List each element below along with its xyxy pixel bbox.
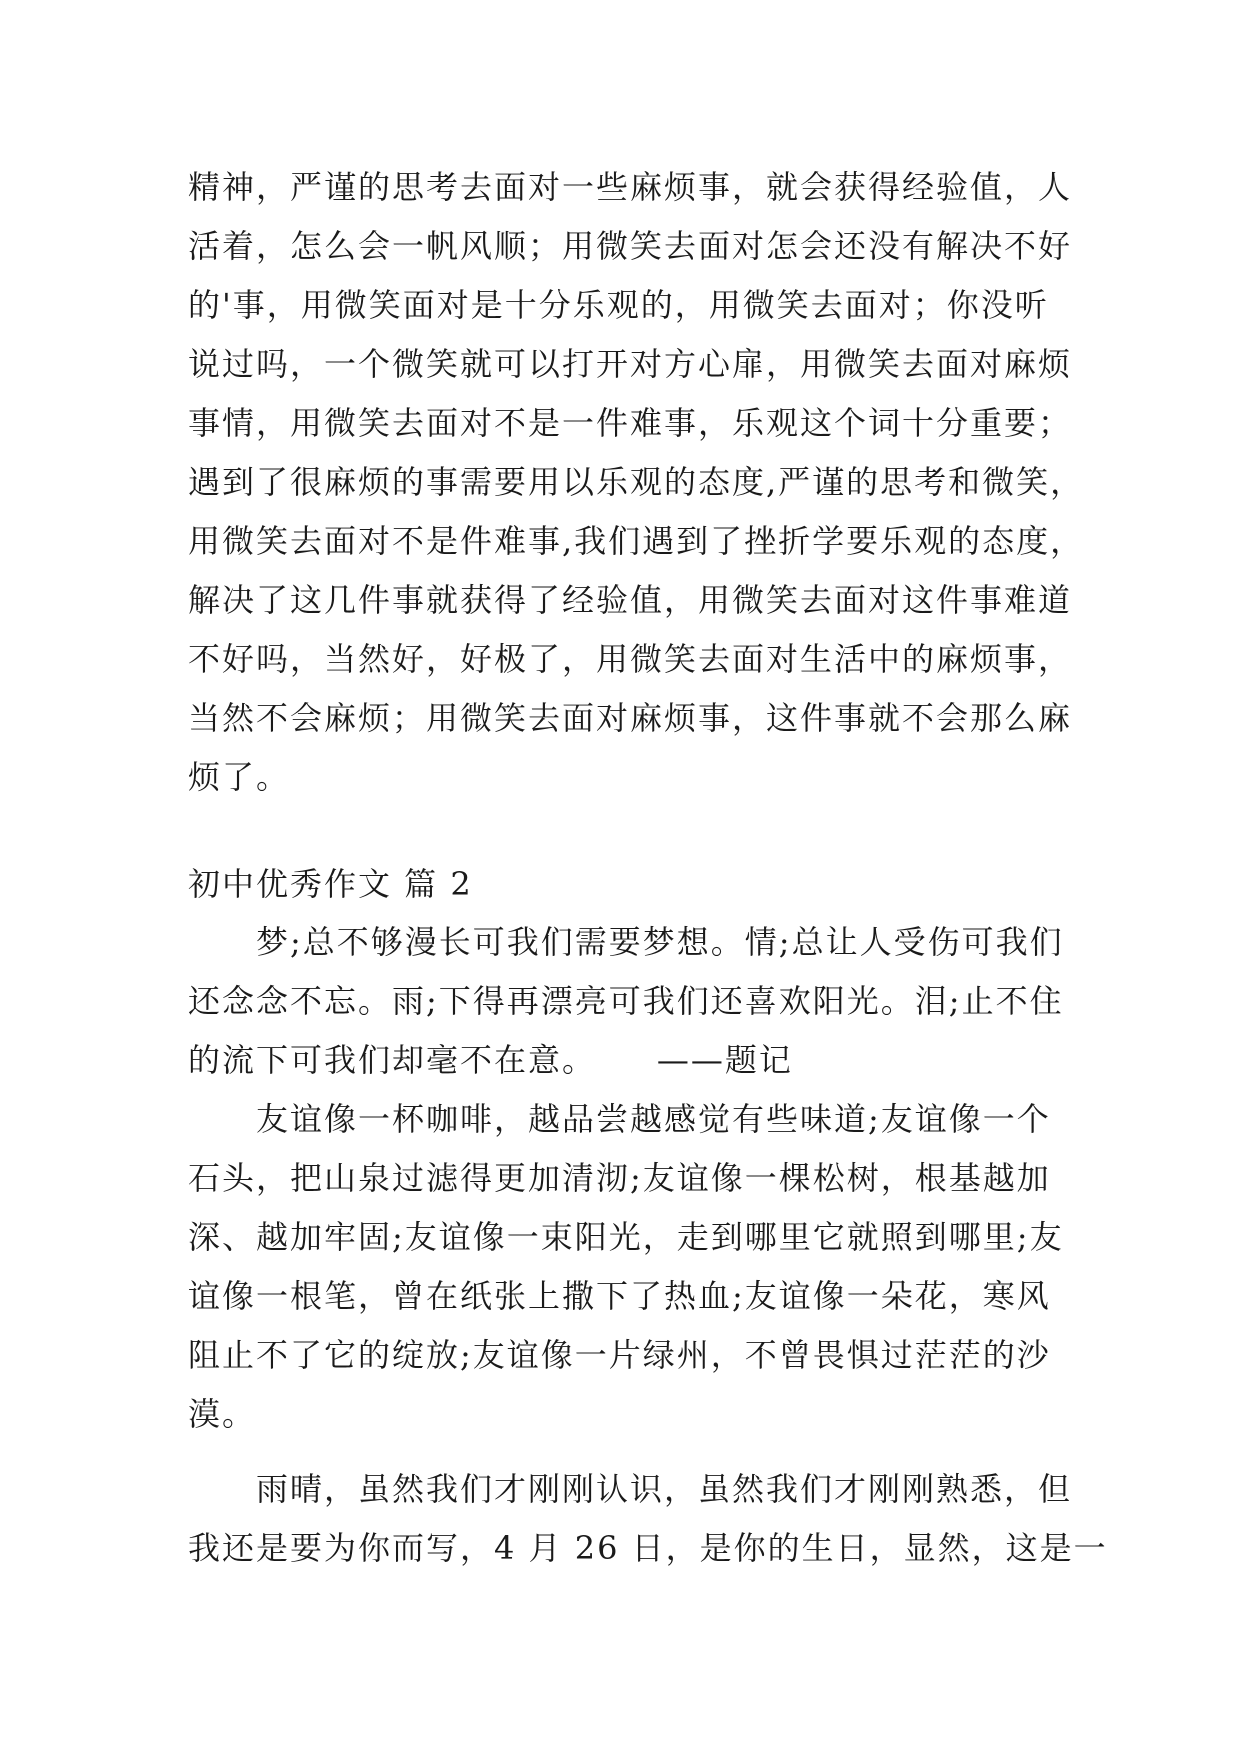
paragraph-line: 活着，怎么会一帆风顺；用微笑去面对怎会还没有解决不好 xyxy=(188,227,1073,265)
paragraph-line: 雨晴，虽然我们才刚刚认识，虽然我们才刚刚熟悉，但 xyxy=(256,1470,1073,1508)
paragraph-line: 不好吗，当然好，好极了，用微笑去面对生活中的麻烦事， xyxy=(188,640,1073,678)
continued-paragraph xyxy=(188,158,1085,807)
paragraph-line: 烦了。 xyxy=(188,758,291,796)
paragraph-line: 遇到了很麻烦的事需要用以乐观的态度,严谨的思考和微笑， xyxy=(188,463,1085,501)
friendship-paragraph xyxy=(188,1090,1068,1444)
section-title: 初中优秀作文 篇 2 xyxy=(188,865,473,903)
paragraph-line: 梦;总不够漫长可我们需要梦想。情;总让人受伤可我们 xyxy=(256,923,1064,961)
paragraph-line: 漠。 xyxy=(188,1395,257,1433)
paragraph-line: 我还是要为你而写，4 月 26 日，是你的生日，显然，这是一 xyxy=(188,1529,1108,1567)
paragraph-line: 友谊像一杯咖啡，越品尝越感觉有些味道;友谊像一个 xyxy=(256,1100,1051,1138)
paragraph-line: 用微笑去面对不是件难事,我们遇到了挫折学要乐观的态度， xyxy=(188,522,1085,560)
section-body xyxy=(188,913,1108,1578)
yuqing-paragraph xyxy=(188,1460,1108,1578)
paragraph-line: 的'事，用微笑面对是十分乐观的，用微笑去面对；你没听 xyxy=(188,286,1049,324)
epigraph-paragraph xyxy=(188,913,1068,1090)
paragraph-line: 的流下可我们却毫不在意。 ——题记 xyxy=(188,1041,793,1079)
paragraph-line: 阻止不了它的绽放;友谊像一片绿州，不曾畏惧过茫茫的沙 xyxy=(188,1336,1051,1374)
paragraph-line: 深、越加牢固;友谊像一束阳光，走到哪里它就照到哪里;友 xyxy=(188,1218,1064,1256)
paragraph-line: 石头，把山泉过滤得更加清沏;友谊像一棵松树，根基越加 xyxy=(188,1159,1051,1197)
paragraph-line: 还念念不忘。雨;下得再漂亮可我们还喜欢阳光。泪;止不住 xyxy=(188,982,1064,1020)
paragraph-line: 当然不会麻烦；用微笑去面对麻烦事，这件事就不会那么麻 xyxy=(188,699,1073,737)
paragraph-line: 事情，用微笑去面对不是一件难事，乐观这个词十分重要； xyxy=(188,404,1073,442)
paragraph-line: 解决了这几件事就获得了经验值，用微笑去面对这件事难道 xyxy=(188,581,1073,619)
paragraph-spacer xyxy=(188,1444,1068,1460)
paragraph-line: 说过吗，一个微笑就可以打开对方心扉，用微笑去面对麻烦 xyxy=(188,345,1073,383)
paragraph-line: 精神，严谨的思考去面对一些麻烦事，就会获得经验值，人 xyxy=(188,168,1073,206)
paragraph-line: 谊像一根笔，曾在纸张上撒下了热血;友谊像一朵花，寒风 xyxy=(188,1277,1051,1315)
